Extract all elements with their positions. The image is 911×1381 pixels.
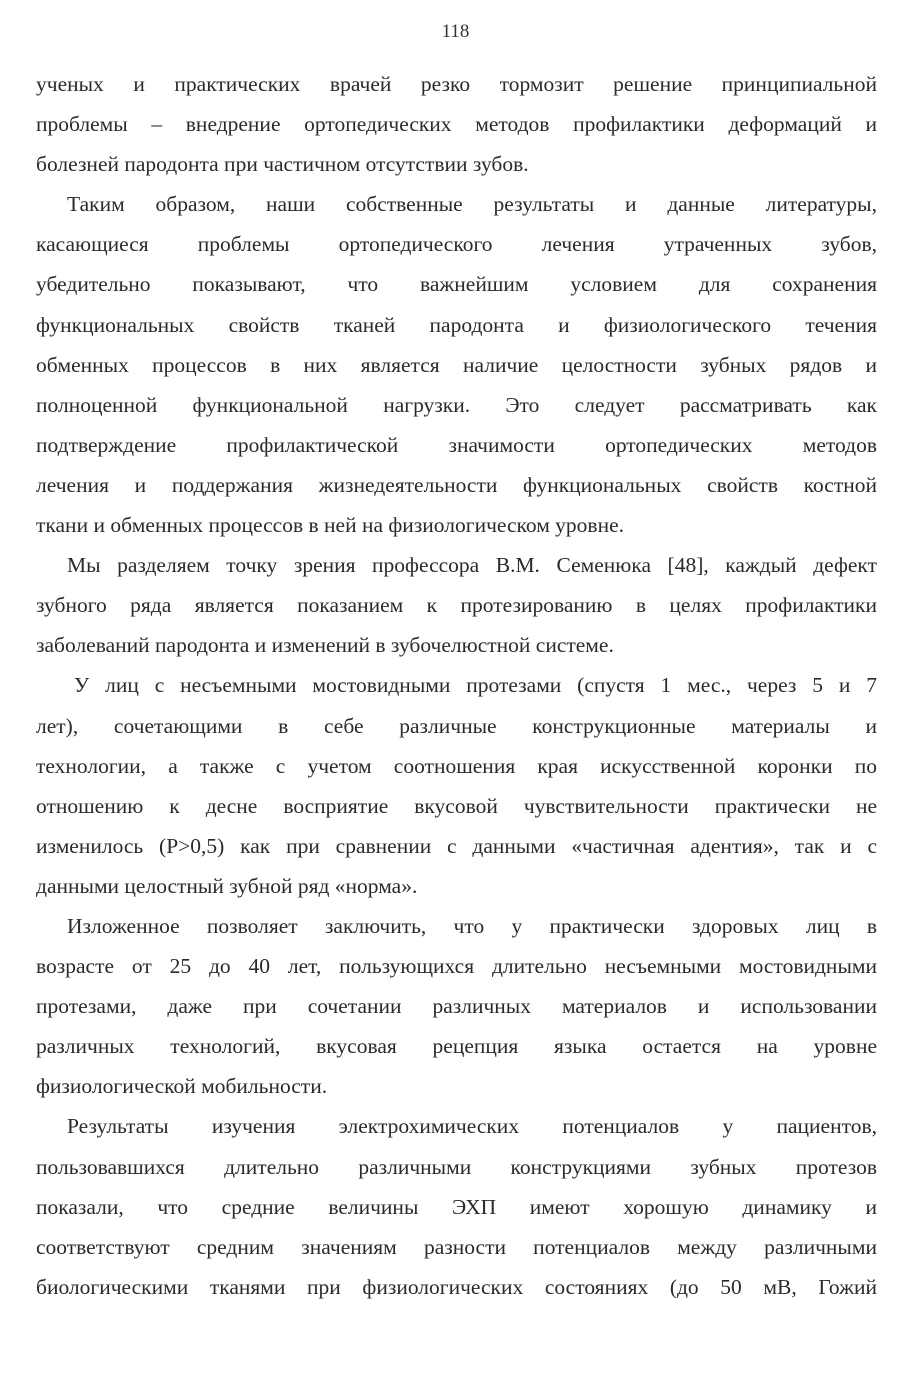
text-line: отношению к десне восприятие вкусовой чувствительности практически не <box>36 793 877 818</box>
text-line: пользовавшихся длительно различными конструкциями зубных протезов <box>36 1154 877 1179</box>
text-line: обменных процессов в них является наличие целостности зубных рядов и <box>36 352 877 377</box>
paragraph-3 <box>36 545 877 665</box>
text-line: полноценной функциональной нагрузки. Это следует рассматривать как <box>36 392 877 417</box>
text-line: Таким образом, наши собственные результаты и данные литературы, <box>67 192 877 217</box>
paragraph-2 <box>36 184 877 545</box>
text-line: Результаты изучения электрохимических потенциалов у пациентов, <box>67 1114 877 1139</box>
text-line: изменилось (P>0,5) как при сравнении с данными «частичная адентия», так и с <box>36 833 877 858</box>
text-line: болезней пародонта при частичном отсутствии зубов. <box>36 152 529 177</box>
text-line: возрасте от 25 до 40 лет, пользующихся длительно несъемными мостовидными <box>36 954 877 979</box>
text-line: лет), сочетающими в себе различные конструкционные материалы и <box>36 713 877 738</box>
text-line: соответствуют средним значениям разности потенциалов между различными <box>36 1234 877 1259</box>
text-line: заболеваний пародонта и изменений в зубочелюстной системе. <box>36 633 614 658</box>
text-line: ткани и обменных процессов в ней на физиологическом уровне. <box>36 513 625 538</box>
text-line: технологии, а также с учетом соотношения края искусственной коронки по <box>36 753 877 778</box>
text-line: протезами, даже при сочетании различных материалов и использовании <box>36 994 877 1019</box>
text-line: лечения и поддержания жизнедеятельности функциональных свойств костной <box>36 472 877 497</box>
text-line: касающиеся проблемы ортопедического лечения утраченных зубов, <box>36 232 877 257</box>
text-line: Мы разделяем точку зрения профессора В.М. Семенюка [48], каждый дефект <box>67 553 877 578</box>
text-line: Изложенное позволяет заключить, что у практически здоровых лиц в <box>67 913 877 938</box>
page-number: 118 <box>441 21 470 42</box>
paragraph-5 <box>36 906 877 1106</box>
text-line: различных технологий, вкусовая рецепция языка остается на уровне <box>36 1034 877 1059</box>
text-line: физиологической мобильности. <box>36 1074 328 1099</box>
text-body <box>36 64 877 1307</box>
text-line: зубного ряда является показанием к протезированию в целях профилактики <box>36 593 877 618</box>
text-line: ученых и практических врачей резко тормозит решение принципиальной <box>36 72 877 96</box>
text-line: убедительно показывают, что важнейшим условием для сохранения <box>36 272 877 297</box>
text-line: данными целостный зубной ряд «норма». <box>36 873 418 898</box>
text-line: показали, что средние величины ЭХП имеют хорошую динамику и <box>36 1194 877 1219</box>
text-line: функциональных свойств тканей пародонта и физиологического течения <box>36 312 877 337</box>
text-line: У лиц с несъемными мостовидными протезами (спустя 1 мес., через 5 и 7 <box>74 673 877 698</box>
text-line: проблемы – внедрение ортопедических методов профилактики деформаций и <box>36 112 877 137</box>
paragraph-4 <box>36 665 877 906</box>
text-line: биологическими тканями при физиологических состояниях (до 50 мВ, Гожий <box>36 1274 877 1299</box>
paragraph-6 <box>36 1106 877 1306</box>
text-line: подтверждение профилактической значимости ортопедических методов <box>36 432 877 457</box>
paragraph-1 <box>36 64 877 184</box>
